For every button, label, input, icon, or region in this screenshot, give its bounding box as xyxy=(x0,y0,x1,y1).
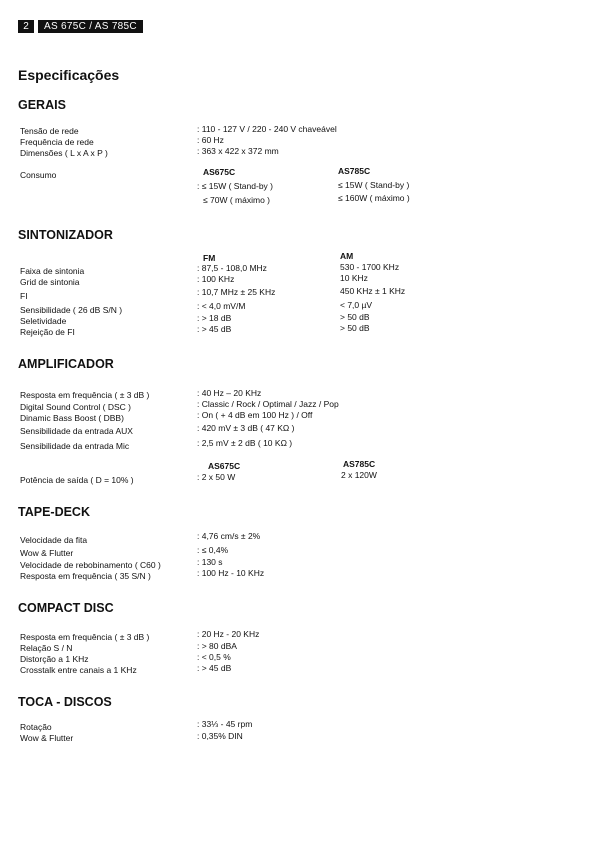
column-heading: AS785C xyxy=(343,459,376,469)
spec-label: Tensão de rede xyxy=(20,126,79,136)
spec-value: ≤ 15W ( Stand-by ) xyxy=(338,180,410,190)
spec-label: Potência de saída ( D = 10% ) xyxy=(20,475,134,485)
spec-label: Velocidade da fita xyxy=(20,535,88,545)
page-title: Especificações xyxy=(18,67,120,83)
spec-value: : 130 s xyxy=(197,557,223,567)
spec-value: ≤ 70W ( máximo ) xyxy=(203,195,271,205)
page-number: 2 xyxy=(18,20,34,33)
spec-value: : 2 x 50 W xyxy=(197,472,236,482)
section-title-gerais: GERAIS xyxy=(18,98,66,112)
spec-label: Digital Sound Control ( DSC ) xyxy=(20,402,132,412)
spec-value: : 100 Hz - 10 KHz xyxy=(197,568,265,578)
spec-value: > 50 dB xyxy=(340,323,370,333)
column-heading: AS675C xyxy=(208,461,241,471)
spec-value: : < 4,0 mV/M xyxy=(197,301,246,311)
column-heading: AM xyxy=(340,251,354,261)
spec-label: Distorção a 1 KHz xyxy=(20,654,89,664)
spec-value: 530 - 1700 KHz xyxy=(340,262,400,272)
spec-label: Resposta em frequência ( ± 3 dB ) xyxy=(20,390,150,400)
page-header xyxy=(18,20,143,33)
spec-value: : > 80 dBA xyxy=(197,641,237,651)
spec-label: Resposta em frequência ( ± 3 dB ) xyxy=(20,632,150,642)
spec-value: 2 x 120W xyxy=(341,470,377,480)
spec-value: : 60 Hz xyxy=(197,135,224,145)
spec-label: Faixa de sintonia xyxy=(20,266,85,276)
model-header: AS 675C / AS 785C xyxy=(38,20,143,33)
spec-value: 10 KHz xyxy=(340,273,368,283)
spec-label: Grid de sintonia xyxy=(20,277,80,287)
section-title-tape-deck: TAPE-DECK xyxy=(18,505,90,519)
spec-label: Seletividade xyxy=(20,316,67,326)
spec-value: : > 18 dB xyxy=(197,313,232,323)
spec-label: Consumo xyxy=(20,170,57,180)
spec-value: : 87,5 - 108,0 MHz xyxy=(197,263,267,273)
spec-label: Resposta em frequência ( 35 S/N ) xyxy=(20,571,151,581)
spec-value: : 20 Hz - 20 KHz xyxy=(197,629,260,639)
spec-value: > 50 dB xyxy=(340,312,370,322)
spec-label: FI xyxy=(20,291,28,301)
spec-value: : 40 Hz – 20 KHz xyxy=(197,388,262,398)
spec-value: : 420 mV ± 3 dB ( 47 KΩ ) xyxy=(197,423,295,433)
column-heading: AS785C xyxy=(338,166,371,176)
spec-label: Wow & Flutter xyxy=(20,548,74,558)
spec-value: 450 KHz ± 1 KHz xyxy=(340,286,406,296)
spec-label: Sensibilidade da entrada AUX xyxy=(20,426,133,436)
section-title-toca-discos: TOCA - DISCOS xyxy=(18,695,112,709)
spec-value: : On ( + 4 dB em 100 Hz ) / Off xyxy=(197,410,313,420)
spec-label: Rotação xyxy=(20,722,52,732)
spec-value: < 7,0 µV xyxy=(340,300,373,310)
spec-value: : 33⅓ - 45 rpm xyxy=(197,719,253,729)
spec-label: Dimensões ( L x A x P ) xyxy=(20,148,108,158)
spec-label: Velocidade de rebobinamento ( C60 ) xyxy=(20,560,161,570)
section-title-sintonizador: SINTONIZADOR xyxy=(18,228,113,242)
spec-value: : > 45 dB xyxy=(197,663,232,673)
spec-label: Relação S / N xyxy=(20,643,73,653)
spec-label: Frequência de rede xyxy=(20,137,94,147)
spec-label: Rejeição de FI xyxy=(20,327,75,337)
spec-value: : Classic / Rock / Optimal / Jazz / Pop xyxy=(197,399,339,409)
spec-value: : 2,5 mV ± 2 dB ( 10 KΩ ) xyxy=(197,438,293,448)
spec-value: : 363 x 422 x 372 mm xyxy=(197,146,279,156)
spec-label: Crosstalk entre canais a 1 KHz xyxy=(20,665,137,675)
spec-value: : 10,7 MHz ± 25 KHz xyxy=(197,287,276,297)
column-heading: AS675C xyxy=(203,167,236,177)
spec-value: : 4,76 cm/s ± 2% xyxy=(197,531,261,541)
spec-value: : 110 - 127 V / 220 - 240 V chaveável xyxy=(197,124,337,134)
column-heading: FM xyxy=(203,253,216,263)
spec-value: : < 0,5 % xyxy=(197,652,231,662)
spec-label: Sensibilidade da entrada Mic xyxy=(20,441,130,451)
spec-value: : > 45 dB xyxy=(197,324,232,334)
section-title-amplificador: AMPLIFICADOR xyxy=(18,357,114,371)
spec-value: : ≤ 0,4% xyxy=(197,545,229,555)
spec-label: Wow & Flutter xyxy=(20,733,74,743)
spec-label: Sensibilidade ( 26 dB S/N ) xyxy=(20,305,123,315)
spec-value: : 100 KHz xyxy=(197,274,235,284)
spec-label: Dinamic Bass Boost ( DBB) xyxy=(20,413,124,423)
spec-value: : 0,35% DIN xyxy=(197,731,243,741)
spec-value: : ≤ 15W ( Stand-by ) xyxy=(197,181,273,191)
spec-value: ≤ 160W ( máximo ) xyxy=(338,193,410,203)
section-title-compact-disc: COMPACT DISC xyxy=(18,601,114,615)
